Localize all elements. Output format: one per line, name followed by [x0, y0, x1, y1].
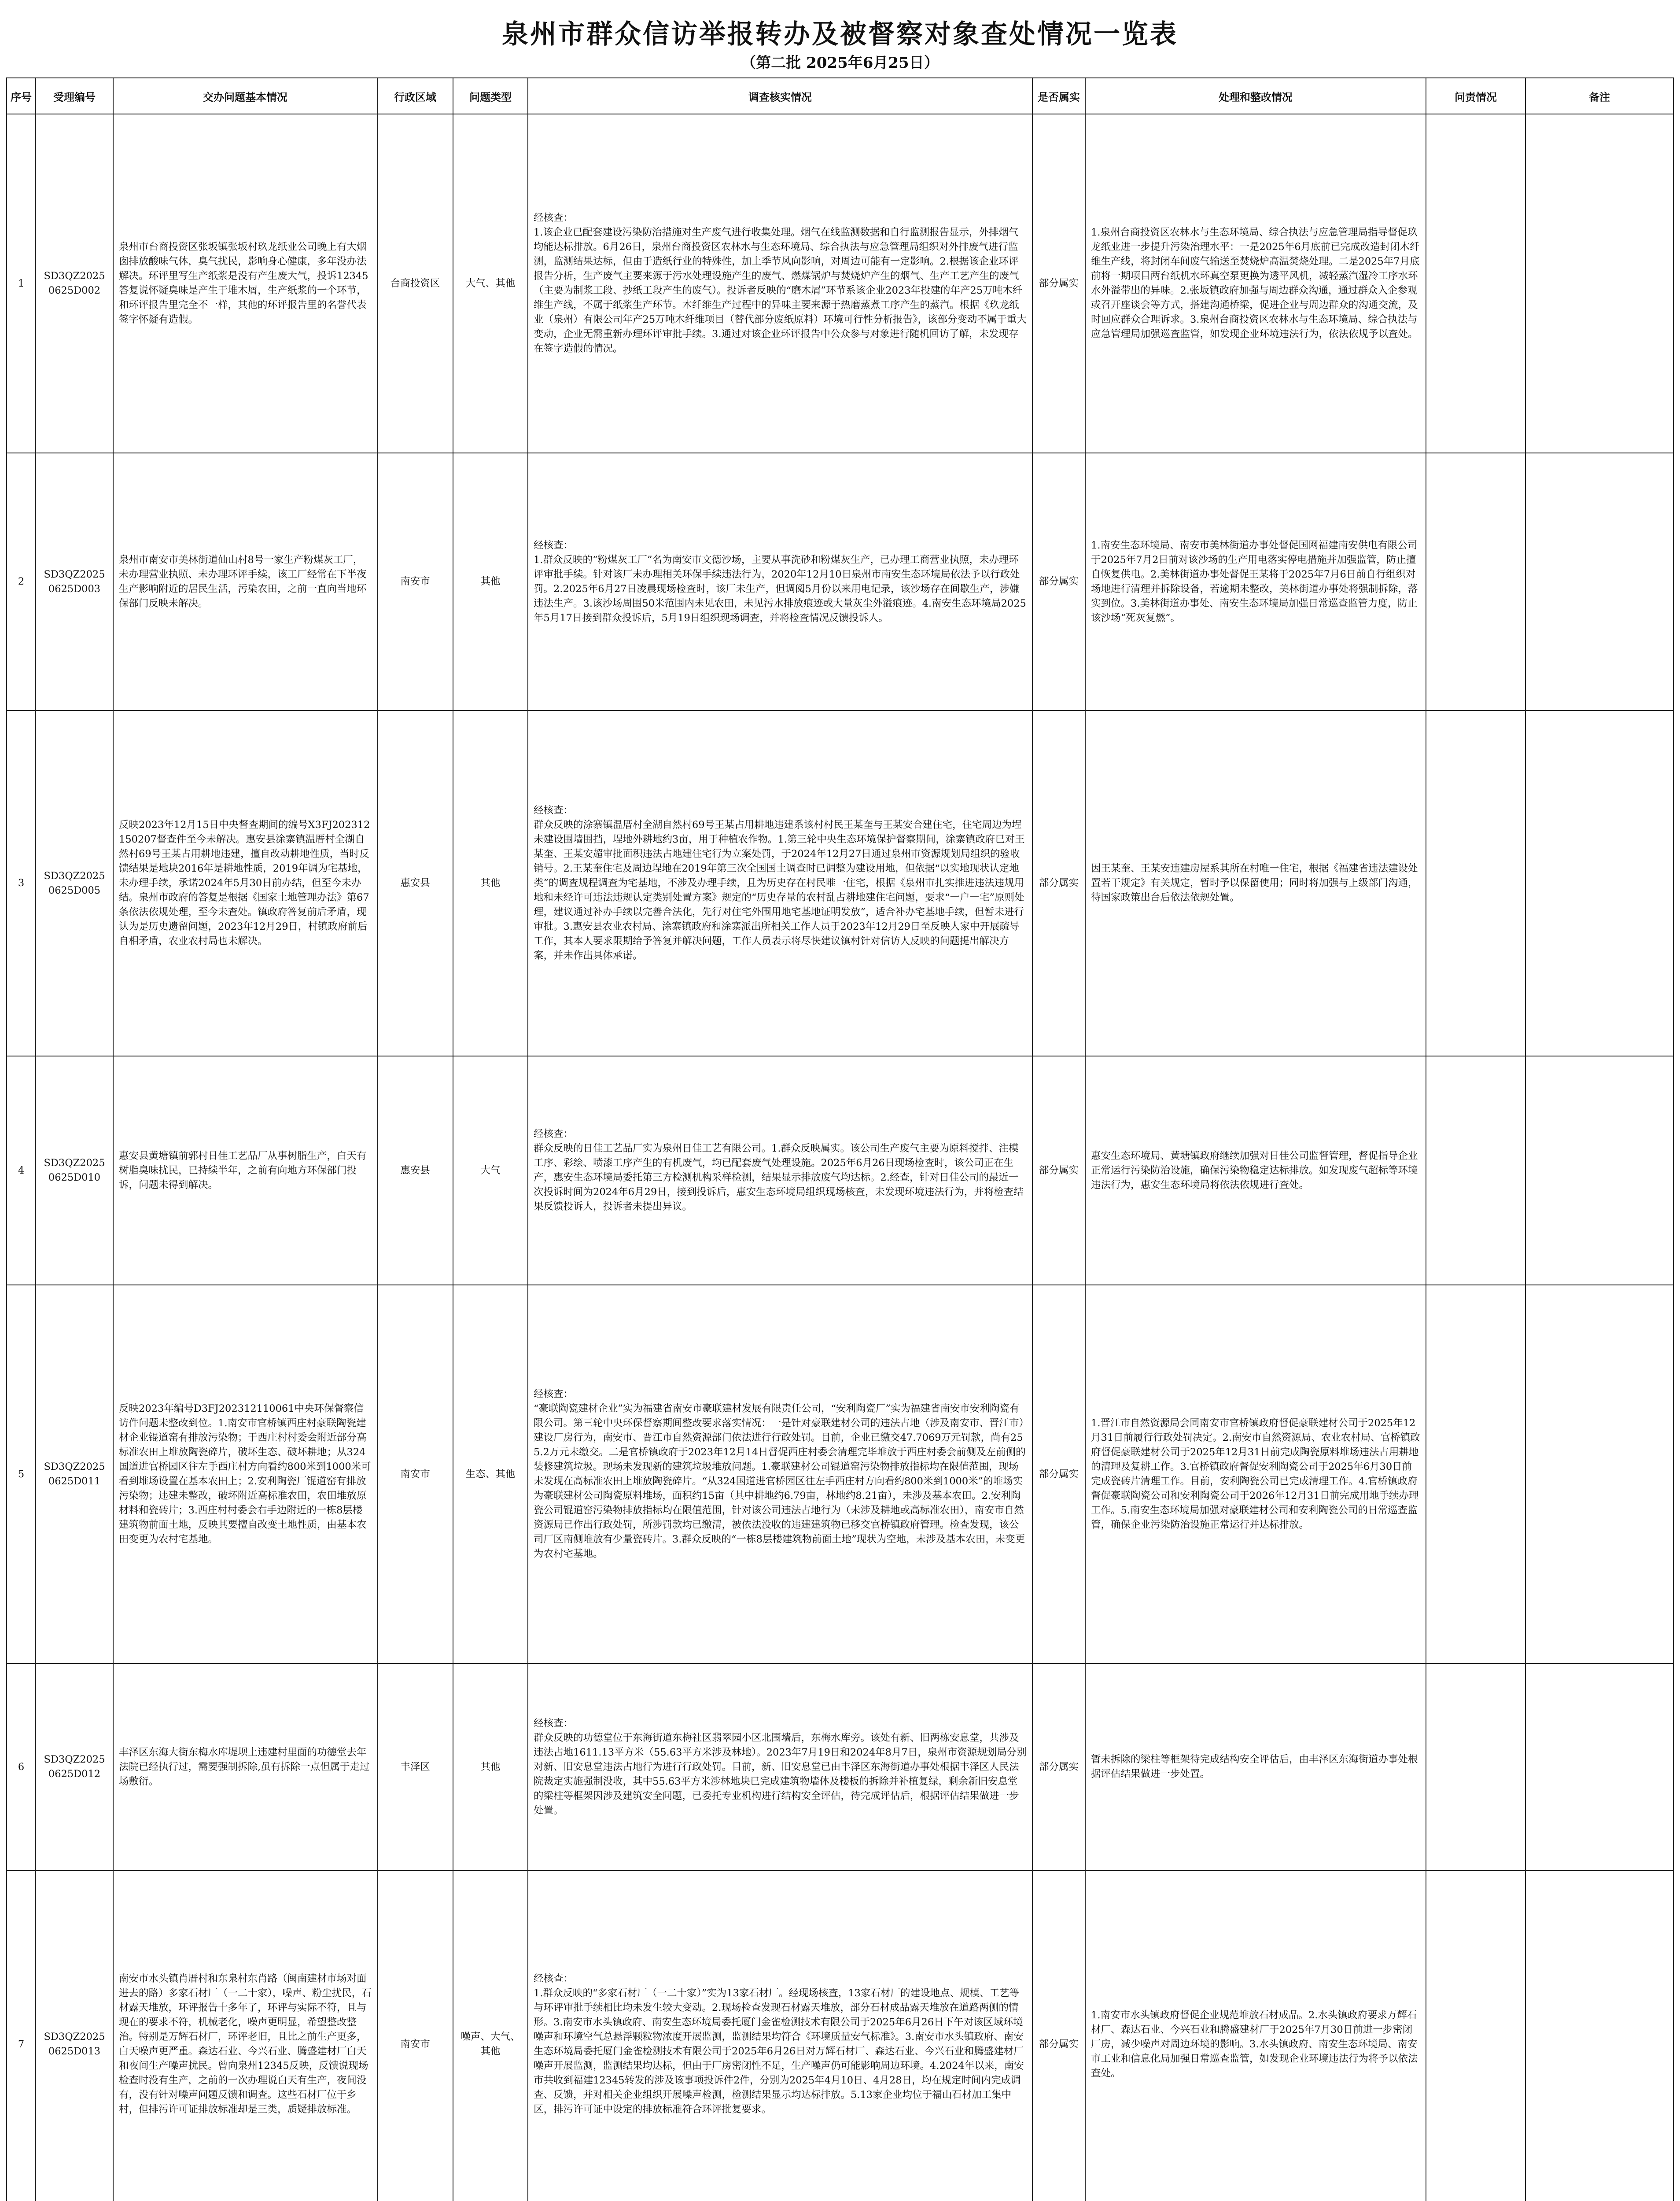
- table-row: [7, 1870, 1673, 2201]
- row-truth: 部分属实: [1032, 1056, 1085, 1285]
- row-survey: [528, 1870, 1032, 2201]
- row-handling: 1.南安市水头镇政府督促企业规范堆放石材成品。2.水头镇政府要求万辉石材厂、森达石业、今兴石业和腾盛建材厂于2025年7月30日前进一步密闭厂房，减少噪声对周边环境的影响。3.水头镇政府、南安生态环境局、南安市工业和信息化局加强日常巡查监管，如发现企业环境违法行为将予以依法查处。: [1085, 1870, 1426, 2201]
- row-survey: [528, 114, 1032, 453]
- row-no: 2: [7, 453, 36, 710]
- row-survey: [528, 453, 1032, 710]
- header-accountability: 问责情况: [1426, 78, 1525, 114]
- row-type: 其他: [453, 453, 528, 710]
- row-no: 1: [7, 114, 36, 453]
- row-code: SD3QZ20250625D010: [36, 1056, 113, 1285]
- row-survey: [528, 1664, 1032, 1870]
- header-type: 问题类型: [453, 78, 528, 114]
- table-row: [7, 453, 1673, 710]
- row-accountability: [1426, 1285, 1525, 1664]
- row-handling: 1.南安生态环境局、南安市美林街道办事处督促国网福建南安供电有限公司于2025年7月2日前对该沙场的生产用电落实停电措施并加强监管，防止擅自恢复供电。2.美林街道办事处督促王某将于2025年7月6日前自行组织对场地进行清理并拆除设备，若逾期未整改，美林街道办事处将强制拆除，落实到位。3.美林街道办事处、南安生态环境局加强日常巡查监管力度，防止该沙场“死灰复燃”。: [1085, 453, 1426, 710]
- row-no: 7: [7, 1870, 36, 2201]
- row-area: 台商投资区: [377, 114, 453, 453]
- header-code: 受理编号: [36, 78, 113, 114]
- row-issue: 丰泽区东海大街东梅水库堤坝上违建村里面的功德堂去年法院已经执行过，需要强制拆除,虽有拆除一点但属于走过场敷衍。: [113, 1664, 377, 1870]
- header-handling: 处理和整改情况: [1085, 78, 1426, 114]
- row-truth: 部分属实: [1032, 1285, 1085, 1664]
- row-handling: 因王某奎、王某安违建房屋系其所在村唯一住宅，根据《福建省违法建设处置若干规定》有关规定，暂时予以保留使用；同时将加强与上级部门沟通，待国家政策出台后依法依规处置。: [1085, 710, 1426, 1056]
- row-truth: 部分属实: [1032, 1664, 1085, 1870]
- survey-text: 群众反映的功德堂位于东海街道东梅社区翡翠园小区北围墙后，东梅水库旁。该处有新、旧两栋安息堂，共涉及违法占地1611.13平方米（55.63平方米涉及林地）。2023年7月19日和2024年8月7日，泉州市资源规划局分别对新、旧安息堂违法占地行为进行行政处罚。目前，新、旧安息堂已由丰泽区东海街道办事处根据丰泽区人民法院裁定实施强制没收，其中55.63平方米涉林地块已完成建筑物墙体及楼板的拆除并补植复绿，剩余新旧安息堂的梁柱等框架因涉及建筑安全问题，已委托专业机构进行结构安全评估，待完成评估后，根据评估结果做进一步处置。: [534, 1732, 1027, 1816]
- table-row: [7, 710, 1673, 1056]
- survey-label: 经核查：: [534, 1388, 574, 1400]
- row-code: SD3QZ20250625D013: [36, 1870, 113, 2201]
- row-accountability: [1426, 453, 1525, 710]
- row-no: 3: [7, 710, 36, 1056]
- case-table: [6, 77, 1674, 2201]
- row-no: 5: [7, 1285, 36, 1664]
- row-code: SD3QZ20250625D012: [36, 1664, 113, 1870]
- survey-text: “豪联陶瓷建材企业”实为福建省南安市豪联建材发展有限责任公司，“安利陶瓷厂”实为福建省南安市安利陶瓷有限公司。第三轮中央环保督察期间整改要求落实情况：一是针对豪联建材公司的违法占地（涉及南安市、晋江市）建设厂房行为，南安市、晋江市自然资源部门依法进行行政处罚。目前，企业已缴交47.7069万元罚款，尚有255.2万元未缴交。二是官桥镇政府于2023年12月14日督促西庄村委会清理完毕堆放于西庄村委会前侧及左前侧的装修建筑垃圾。现场未发现新的建筑垃圾堆放问题。1.豪联建材公司锟道窑污染物排放指标均在限值范围，现场未发现在高标准农田上堆放陶瓷碎片。“从324国道进官桥园区往左手西庄村方向看约800米到1000米”的堆场实为豪联建材公司陶瓷原料堆场，面积约15亩（其中耕地约6.79亩，林地约8.21亩），未涉及基本农田。2.安利陶瓷公司锟道窑污染物排放指标均在限值范围，针对该公司违法占地行为（未涉及耕地或高标准农田），南安市自然资源局已作出行政处罚，所涉罚款均已缴清，被依法没收的违建建筑物已移交官桥镇政府管理。检查发现，该公司厂区南侧堆放有少量瓷砖片。3.群众反映的“一栋8层楼建筑物前面土地”现状为空地，未涉及基本农田，未变更为农村宅基地。: [534, 1403, 1026, 1560]
- table-row: [7, 1285, 1673, 1664]
- row-remark: [1525, 453, 1673, 710]
- header-issue: 交办问题基本情况: [113, 78, 377, 114]
- row-area: 惠安县: [377, 1056, 453, 1285]
- header-no: 序号: [7, 78, 36, 114]
- row-type: 生态、其他: [453, 1285, 528, 1664]
- row-no: 4: [7, 1056, 36, 1285]
- row-remark: [1525, 114, 1673, 453]
- row-type: 大气: [453, 1056, 528, 1285]
- survey-label: 经核查：: [534, 1973, 574, 1984]
- survey-label: 经核查：: [534, 539, 574, 551]
- row-handling: 1.晋江市自然资源局会同南安市官桥镇政府督促豪联建材公司于2025年12月31日前履行行政处罚决定。2.南安市自然资源局、农业农村局、官桥镇政府督促豪联建材公司于2025年12月31日前完成陶瓷原料堆场违法占用耕地的清理及复耕工作。3.官桥镇政府督促安利陶瓷公司于2025年6月30日前完成瓷砖片清理工作。目前，安利陶瓷公司已完成清理工作。4.官桥镇政府督促豪联陶瓷公司和安利陶瓷公司于2026年12月31日前完成用地手续办理工作。5.南安生态环境局加强对豪联建材公司和安利陶瓷公司的日常巡查监管，确保企业污染防治设施正常运行并达标排放。: [1085, 1285, 1426, 1664]
- survey-text: 群众反映的日佳工艺品厂实为泉州日佳工艺有限公司。1.群众反映属实。该公司生产废气主要为原料搅拌、注模工序、彩绘、喷漆工序产生的有机废气，均已配套废气处理设施。2025年6月26日现场检查时，该公司正在生产，惠安生态环境局委托第三方检测机构采样检测，结果显示排放废气均达标。2.经查，针对日佳公司的最近一次投诉时间为2024年6月29日，接到投诉后，惠安生态环境局组织现场核查，未发现环境违法行为，并将检查结果反馈投诉人，投诉者未提出异议。: [534, 1143, 1024, 1212]
- table-row: [7, 1664, 1673, 1870]
- header-truth: 是否属实: [1032, 78, 1085, 114]
- survey-label: 经核查：: [534, 212, 574, 224]
- row-survey: [528, 1056, 1032, 1285]
- row-issue: 反映2023年12月15日中央督查期间的编号X3FJ202312150207督查件至今未解决。惠安县涂寨镇温厝村全湖自然村69号王某占用耕地违建，擅自改动耕地性质，当时反馈结果是地块2016年是耕地性质，2019年调为宅基地，未办理手续，承诺2024年5月30日前办结，但至今未办结。泉州市政府的答复是根据《国家土地管理办法》第67条依法依规处理，至今未查处。镇政府答复前后矛盾，现认为是历史遗留问题，2023年12月29日，村镇政府前后自相矛盾，农业农村局也未解决。: [113, 710, 377, 1056]
- row-handling: 1.泉州台商投资区农林水与生态环境局、综合执法与应急管理局指导督促玖龙纸业进一步提升污染治理水平：一是2025年6月底前已完成改造封闭木纤维生产线，将封闭车间废气输送至焚烧炉高温焚烧处理。二是2025年7月底前将一期项目两台纸机水环真空泵更换为透平风机，减轻蒸汽湿冷工序水环水外溢带出的异味。2.张坂镇政府加强与周边群众沟通，通过群众入企参观或召开座谈会等方式，搭建沟通桥梁，促进企业与周边群众的沟通交流，及时回应群众合理诉求。3.泉州台商投资区农林水与生态环境局、综合执法与应急管理局加强巡查监管，如发现企业环境违法行为，依法依规予以查处。: [1085, 114, 1426, 453]
- row-issue: 惠安县黄塘镇前郭村日佳工艺品厂从事树脂生产，白天有树脂臭味扰民，已持续半年，之前有向地方环保部门投诉，问题未得到解决。: [113, 1056, 377, 1285]
- row-code: SD3QZ20250625D003: [36, 453, 113, 710]
- row-type: 大气、其他: [453, 114, 528, 453]
- survey-text: 1.群众反映的“粉煤灰工厂”名为南安市文德沙场，主要从事洗砂和粉煤灰生产，已办理工商营业执照，未办理环评审批手续。针对该厂未办理相关环保手续违法行为，2020年12月10日泉州市南安生态环境局依法予以行政处罚。2.2025年6月27日凌晨现场检查时，该厂未生产，但调阅5月份以来用电记录，该沙场存在间歇生产，涉嫌违法生产。3.该沙场周围50米范围内未见农田，未见污水排放痕迹或大量灰尘外溢痕迹。4.南安生态环境局2025年5月17日接到群众投诉后，5月19日组织现场调查，并将检查情况反馈投诉人。: [534, 554, 1026, 624]
- row-code: SD3QZ20250625D005: [36, 710, 113, 1056]
- row-accountability: [1426, 1870, 1525, 2201]
- row-accountability: [1426, 114, 1525, 453]
- row-issue: 泉州市台商投资区张坂镇张坂村玖龙纸业公司晚上有大烟囱排放酸味气体，臭气扰民，影响身心健康，多年没办法解决。环评里写生产纸浆是没有产生废大气，投诉12345答复说怀疑臭味是产生于堆木屑，生产纸浆的一个环节，和环评报告里完全不一样，其他的环评报告里的名誉代表签字怀疑有造假。: [113, 114, 377, 453]
- row-no: 6: [7, 1664, 36, 1870]
- row-type: 其他: [453, 1664, 528, 1870]
- table-header-row: [7, 78, 1673, 114]
- row-survey: [528, 1285, 1032, 1664]
- row-area: 丰泽区: [377, 1664, 453, 1870]
- survey-text: 1.群众反映的“多家石材厂（一二十家）”实为13家石材厂。经现场核查，13家石材厂的建设地点、规模、工艺等与环评审批手续相比均未发生较大变动。2.现场检查发现石材露天堆放，部分石材成品露天堆放在道路两侧的情形。3.南安市水头镇政府、南安生态环境局委托厦门金雀检测技术有限公司于2025年6月26日下午对该区域环境噪声和环境空气总悬浮颗粒物浓度开展监测，监测结果均符合《环境质量安气标准》。3.南安市水头镇政府、南安生态环境局委托厦门金雀检测技术有限公司于2025年6月26日对万辉石材厂、森达石业、今兴石业和腾盛建材厂噪声开展监测，监测结果均达标，但由于厂房密闭性不足，生产噪声仍可能影响周边环境。4.2024年以来，南安市共收到福建12345转发的涉及该事项投诉件2件，分别为2025年4月10日、4月28日，均在规定时间内完成调查、反馈，并对相关企业组织开展噪声检测，检测结果显示均达标排放。5.13家企业均位于福山石材加工集中区，排污许可证中设定的排放标准符合环评批复要求。: [534, 1988, 1024, 2115]
- row-issue: 南安市水头镇肖厝村和东泉村东肖路（闽南建材市场对面进去的路）多家石材厂（一二十家），噪声、粉尘扰民，石材露天堆放，环评报告十多年了，环评与实际不符，且与现在的要求不符，机械老化，噪声更明显，希望整改整治。特别是万辉石材厂，环评老旧，且比之前生产更多，白天噪声更严重。森达石业、今兴石业、腾盛建材厂白天和夜间生产噪声扰民。曾向泉州12345反映，反馈说现场检查时没有生产，之前的一次办理说白天有生产，夜间没有，没有针对噪声问题反馈和调查。这些石材厂位于乡村，但排污许可证排放标准却是三类，质疑排放标准。: [113, 1870, 377, 2201]
- row-area: 南安市: [377, 1870, 453, 2201]
- row-handling: 暂未拆除的梁柱等框架待完成结构安全评估后，由丰泽区东海街道办事处根据评估结果做进一步处置。: [1085, 1664, 1426, 1870]
- document-subtitle: （第二批 2025年6月25日）: [741, 54, 939, 72]
- row-remark: [1525, 1285, 1673, 1664]
- survey-label: 经核查：: [534, 1717, 574, 1729]
- survey-label: 经核查：: [534, 805, 574, 816]
- header-area: 行政区域: [377, 78, 453, 114]
- row-truth: 部分属实: [1032, 1870, 1085, 2201]
- table-row: [7, 114, 1673, 453]
- row-survey: [528, 710, 1032, 1056]
- survey-label: 经核查：: [534, 1128, 574, 1140]
- row-area: 惠安县: [377, 710, 453, 1056]
- row-code: SD3QZ20250625D011: [36, 1285, 113, 1664]
- header-remark: 备注: [1525, 78, 1673, 114]
- row-remark: [1525, 710, 1673, 1056]
- row-truth: 部分属实: [1032, 710, 1085, 1056]
- document-title: 泉州市群众信访举报转办及被督察对象查处情况一览表: [502, 19, 1178, 50]
- row-remark: [1525, 1056, 1673, 1285]
- row-type: 其他: [453, 710, 528, 1056]
- row-handling: 惠安生态环境局、黄塘镇政府继续加强对日佳公司监督管理，督促指导企业正常运行污染防治设施，确保污染物稳定达标排放。如发现废气超标等环境违法行为，惠安生态环境局将依法依规进行查处。: [1085, 1056, 1426, 1285]
- row-type: 噪声、大气、其他: [453, 1870, 528, 2201]
- row-code: SD3QZ20250625D002: [36, 114, 113, 453]
- row-accountability: [1426, 1056, 1525, 1285]
- survey-text: 群众反映的涂寨镇温厝村全湖自然村69号王某占用耕地违建系该村村民王某奎与王某安合建住宅，住宅周边为埕未建设围墙围挡，埕地外耕地约3亩，用于种植农作物。1.第三轮中央生态环境保护督察期间，涂寨镇政府已对王某奎、王某安超审批面积违法占地建住宅行为立案处罚，于2024年12月27日通过泉州市资源规划局组织的验收销号。2.王某奎住宅及周边埕地在2019年第三次全国国土调查时已调整为建设用地，但依据“以实地现状认定地类”的调查规程调查为宅基地，不涉及办理手续，且为历史存在村民唯一住宅，根据《泉州市扎实推进违法违规用地和未经许可违法违规认定类别处置方案》规定的“历史存量的农村乱占耕地建住宅问题，要求“一户一宅”原则处理，建议通过补办手续以完善合法化，先行对住宅外围用地宅基地证明发放”，适合补办宅基地手续，但暂未进行审批。3.惠安县农业农村局、涂寨镇政府和涂寨派出所相关工作人员于2023年12月29日至反映人家中开展疏导工作，其本人要求限期给予答复并解决问题，工作人员表示将尽快建议镇村针对信访人反映的问题提出解决方案，并未作出具体承诺。: [534, 819, 1025, 961]
- survey-text: 1.该企业已配套建设污染防治措施对生产废气进行收集处理。烟气在线监测数据和自行监测报告显示，外排烟气均能达标排放。6月26日，泉州台商投资区农林水与生态环境局、综合执法与应急管理局组织对外排废气进行监测，监测结果达标，但由于造纸行业的特殊性，加上季节风向影响，对周边可能有一定影响。2.根据该企业环评报告分析，生产废气主要来源于污水处理设施产生的废气、燃煤锅炉与焚烧炉产生的烟气、生产工艺产生的废气（主要为制浆工段、抄纸工段产生的废气）。投诉者反映的“磨木屑”环节系该企业2023年投建的年产25万吨木纤维生产线，不属于纸浆生产环节。木纤维生产过程中的异味主要来源于热磨蒸煮工序产生的蒸汽。根据《玖龙纸业（泉州）有限公司年产25万吨木纤维项目（替代部分废纸原料）环境可行性分析报告》，该部分变动不属于重大变动，企业无需重新办理环评审批手续。3.通过对该企业环评报告中公众参与对象进行随机回访了解，未发现存在签字造假的情况。: [534, 227, 1027, 354]
- header-survey: 调查核实情况: [528, 78, 1032, 114]
- row-issue: 反映2023年编号D3FJ202312110061中央环保督察信访件问题未整改到位。1.南安市官桥镇西庄村豪联陶瓷建材企业锟道窑有排放污染物；于西庄村村委会附近部分高标准农田上堆放陶瓷碎片，破坏生态、破坏耕地；从324国道进官桥园区往左手西庄村方向看约800米到1000米可看到堆场设置在基本农田上；2.安利陶瓷厂锟道窑有排放污染物；违建未整改，破坏附近高标准农田，农田堆放原材料和瓷砖片；3.西庄村村委会右手边附近的一栋8层楼建筑物前面土地，反映其要擅自改变土地性质，由基本农田变更为农村宅基地。: [113, 1285, 377, 1664]
- row-accountability: [1426, 710, 1525, 1056]
- row-issue: 泉州市南安市美林街道仙山村8号一家生产粉煤灰工厂，未办理营业执照、未办理环评手续，该工厂经常在下半夜生产影响附近的居民生活，污染农田，之前一直向当地环保部门反映未解决。: [113, 453, 377, 710]
- row-area: 南安市: [377, 1285, 453, 1664]
- row-truth: 部分属实: [1032, 114, 1085, 453]
- row-truth: 部分属实: [1032, 453, 1085, 710]
- row-accountability: [1426, 1664, 1525, 1870]
- row-remark: [1525, 1664, 1673, 1870]
- table-row: [7, 1056, 1673, 1285]
- row-remark: [1525, 1870, 1673, 2201]
- row-area: 南安市: [377, 453, 453, 710]
